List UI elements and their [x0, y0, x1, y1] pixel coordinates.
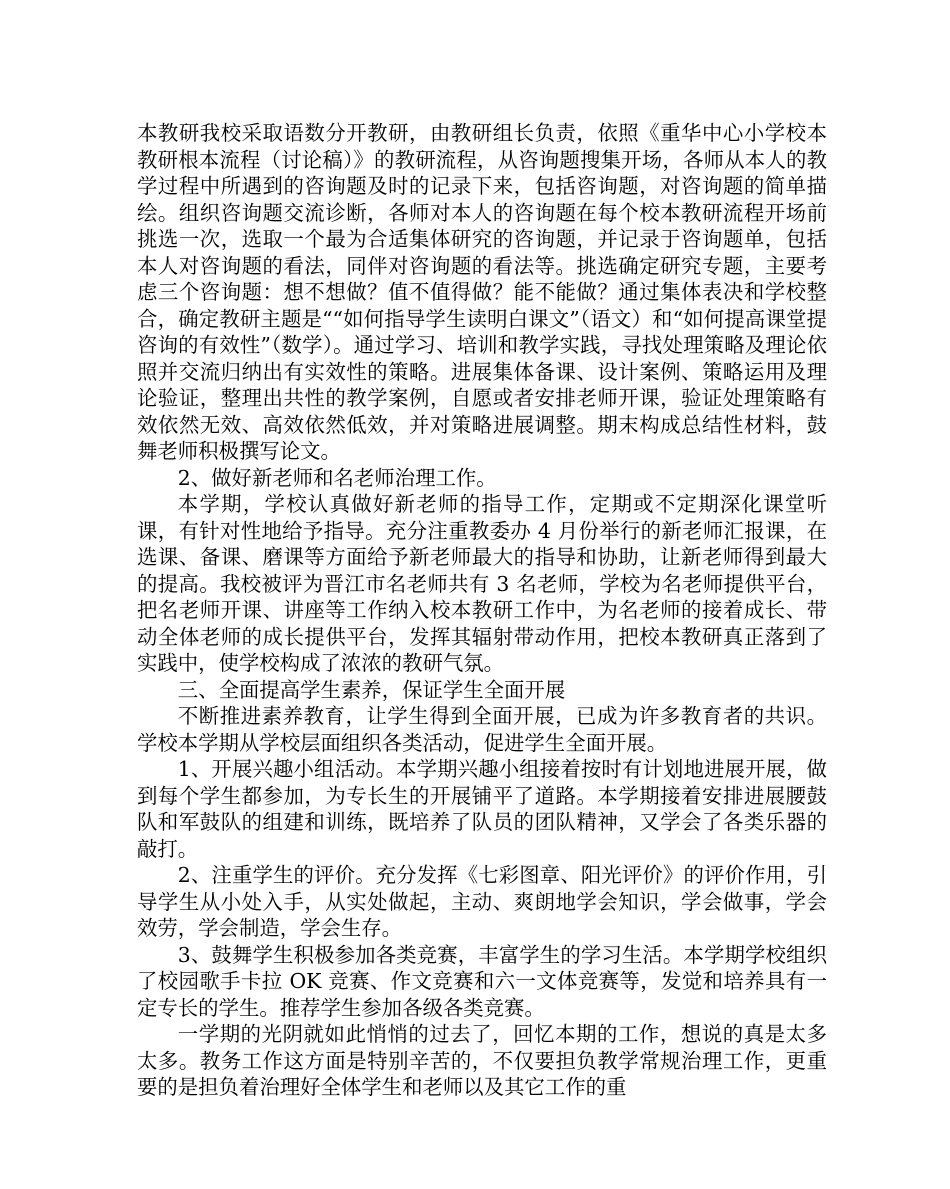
document-body	[137, 120, 827, 1101]
paragraph-4: 三、全面提高学生素养，保证学生全面开展	[177, 677, 566, 702]
paragraph-6: 1、开展兴趣小组活动。本学期兴趣小组接着按时有计划地进展开展，做到每个学生都参加，为专长生的开展铺平了道路。本学期接着安排进展腰鼓队和军鼓队的组建和训练，既培养了队员的团队精神，又学会了各类乐器的敲打。	[137, 757, 827, 861]
paragraph-2: 2、做好新老师和名老师治理工作。	[177, 465, 497, 490]
paragraph-3: 本学期，学校认真做好新老师的指导工作，定期或不定期深化课堂听课，有针对性地给予指导。充分注重教委办 4 月份举行的新老师汇报课，在选课、备课、磨课等方面给予新老师最大的指导和协助，让新老师得到最大的提高。我校被评为晋江市名老师共有 3 名老师，学校为名老师提供平台，把名老师开课、讲座等工作纳入校本教研工作中，为名老师的接着成长、带动全体老师的成长提供平台，发挥其辐射带动作用，把校本教研真正落到了实践中，使学校构成了浓浓的教研气氛。	[137, 492, 827, 675]
paragraph-1: 本教研我校采取语数分开教研，由教研组长负责，依照《重华中心小学校本教研根本流程（讨论稿）》的教研流程，从咨询题搜集开场，各师从本人的教学过程中所遇到的咨询题及时的记录下来，包括咨询题，对咨询题的简单描绘。组织咨询题交流诊断，各师对本人的咨询题在每个校本教研流程开场前挑选一次，选取一个最为合适集体研究的咨询题，并记录于咨询题单，包括本人对咨询题的看法，同伴对咨询题的看法等。挑选确定研究专题，主要考虑三个咨询题：想不想做？值不值得做？能不能做？通过集体表决和学校整合，确定教研主题是““如何指导学生读明白课文”（语文）和“如何提高课堂提咨询的有效性”（数学）。通过学习、培训和教学实践，寻找处理策略及理论依照并交流归纳出有实效性的策略。进展集体备课、设计案例、策略运用及理论验证，整理出共性的教学案例，自愿或者安排老师开课，验证处理策略有效依然无效、高效依然低效，并对策略进展调整。期末构成总结性材料，鼓舞老师积极撰写论文。	[137, 121, 827, 463]
paragraph-7: 2、注重学生的评价。充分发挥《七彩图章、阳光评价》的评价作用，引导学生从小处入手，从实处做起，主动、爽朗地学会知识，学会做事，学会效劳，学会制造，学会生存。	[137, 863, 827, 940]
paragraph-5: 不断推进素养教育，让学生得到全面开展，已成为许多教育者的共识。学校本学期从学校层面组织各类活动，促进学生全面开展。	[137, 704, 827, 755]
paragraph-8: 3、鼓舞学生积极参加各类竞赛，丰富学生的学习生活。本学期学校组织了校园歌手卡拉 OK 竞赛、作文竞赛和六一文体竞赛等，发觉和培养具有一定专长的学生。推荐学生参加各级各类竞赛。	[137, 942, 827, 1020]
paragraph-9: 一学期的光阴就如此悄悄的过去了，回忆本期的工作，想说的真是太多太多。教务工作这方面是特别辛苦的，不仅要担负教学常规治理工作，更重要的是担负着治理好全体学生和老师以及其它工作的重	[137, 1022, 827, 1099]
